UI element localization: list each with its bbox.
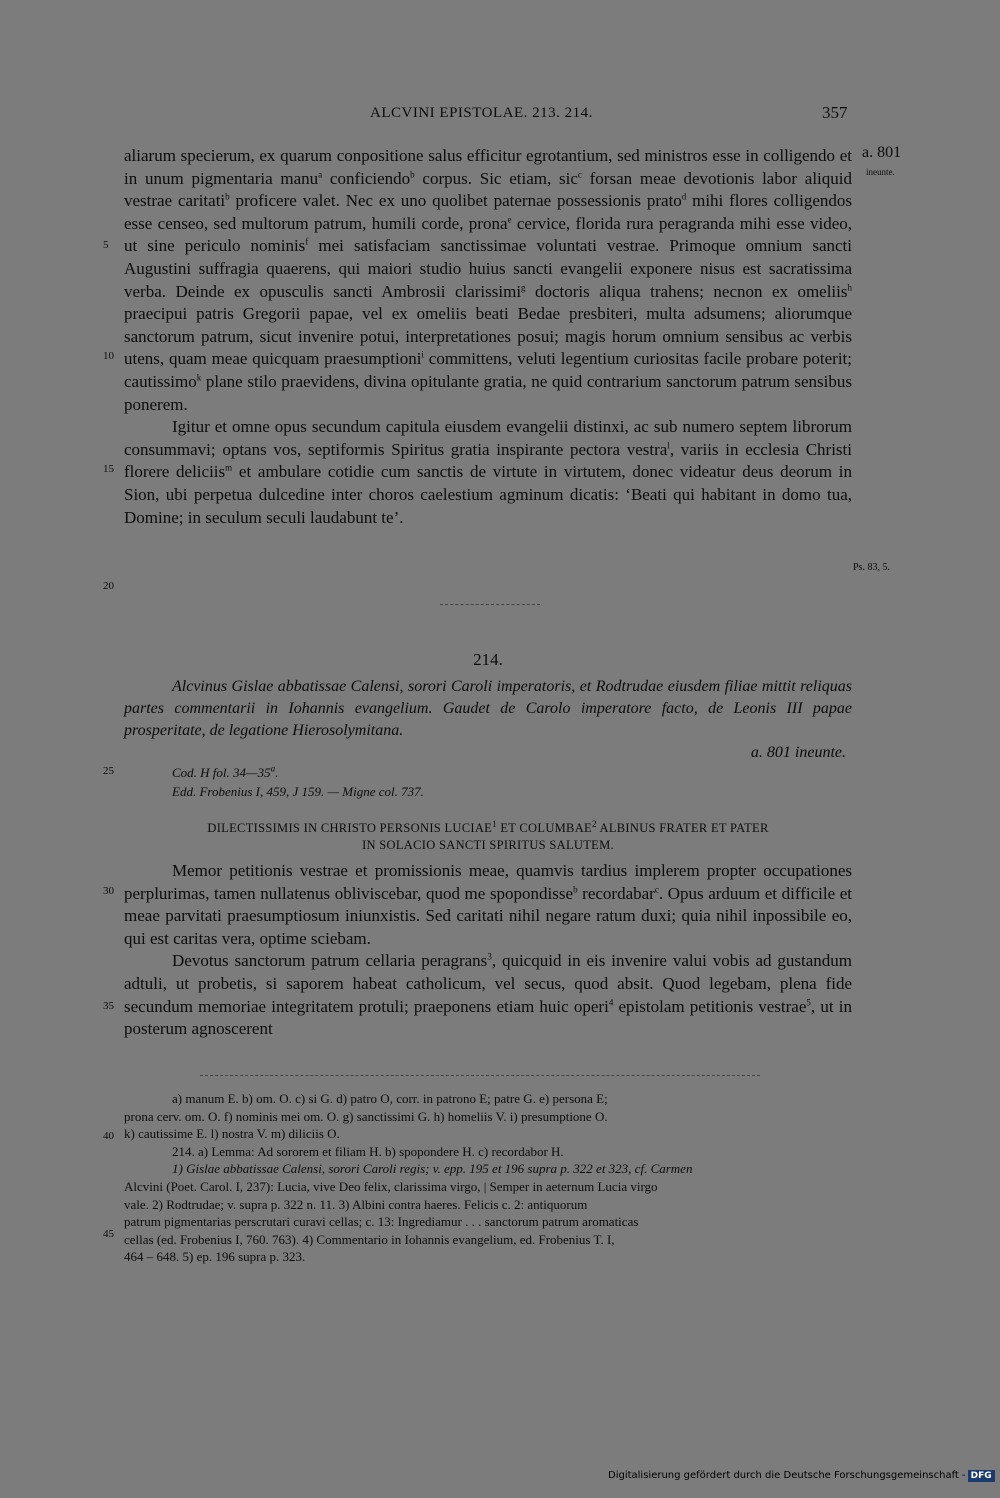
footnote-line: 464 – 648. 5) ep. 196 supra p. 323. xyxy=(124,1249,306,1265)
page-number: 357 xyxy=(822,103,848,122)
editions-reference: Edd. Frobenius I, 459, J 159. — Migne col. 737. xyxy=(172,784,424,799)
line-number: 25 xyxy=(103,765,114,777)
letter-date: a. 801 ineunte. xyxy=(750,744,846,761)
footnote-line: 214. a) Lemma: Ad sororem et filiam H. b) spopondere H. c) recordabor H. xyxy=(172,1143,564,1159)
footnote-line: prona cerv. om. O. f) nominis mei om. O. g) sanctissimi G. h) homeliis V. i) presumptione O. xyxy=(124,1108,608,1124)
salutation-line-2: IN SOLACIO SANCTI SPIRITUS SALUTEM. xyxy=(362,838,614,852)
letter-213-paragraph-1: aliarum specierum, ex quarum conpositione salus efficitur egrotantium, sed ministros esse in colligendo et in unum pigmentaria manu$^a$ conficiendo$^b$ corpus. Sic etiam, sic$^c$ forsan meae devotionis labor aliquid vestrae caritati$^b$ proficere valet. Nec ex uno quolibet paternae possessionis prato$^d$ mihi flores colligendos esse censeo, sed multorum patrum, humili corde, prona$^e$ cervice, florida rura peragranda mihi esse video, ut sine periculo nominis$^f$ mei satisfaciam sanctissimae voluntati vestrae. Primoque omnium sancti Augustini suffragia quaerens, qui maiori studio huius sancti evangelii exponere nisus est sacratissima verba. Deinde ex opusculis sancti Ambrosii clarissimi$^g$ doctoris aliqua trahens; necnon ex omeliis$^h$ praecipui patris Gregorii papae, vel ex omeliis beati Bedae presbiteri, multa adsumens; aliorumque sanctorum patrum, sicut invenire potui, interpretationes posui; magis horum omnium sensibus ac verbis utens, quam meae quicquam praesumptioni$^i$ committens, veluti legentium curiositas facile probare poterit; cautissimo$^k$ plane stilo praevidens, divina opitulante gratia, ne quid contrarium sanctorum patrum sensibus ponerem. xyxy=(124,146,853,414)
footnote-line: cellas (ed. Frobenius I, 760. 763). 4) Commentario in Iohannis evangelium, ed. Frobenius T. I, xyxy=(124,1231,615,1247)
letter-214-paragraph-2: Devotus sanctorum patrum cellaria peragrans$^3$, quicquid in eis invenire valui vobis ad gustandum adtuli, ut probetis, si saporem habeat catholicum, vel secus, quod absit. Quod legebam, plena fide secundum memoriae integritatem protuli; praeponens etiam huic operi$^4$ epistolam petitionis vestrae$^5$, ut in posterum agnoscerent xyxy=(124,951,853,1039)
salutation xyxy=(124,820,852,854)
running-title: ALCVINI EPISTOLAE. 213. 214. xyxy=(370,105,593,121)
line-number: 5 xyxy=(103,239,109,251)
footnote-separator xyxy=(200,1075,760,1076)
footer-text: Digitalisierung gefördert durch die Deutsche Forschungsgemeinschaft - xyxy=(608,1470,966,1481)
footnote-line: 1) Gislae abbatissae Calensi, sorori Caroli regis; v. epp. 195 et 196 supra p. 322 et 323, cf. Carmen xyxy=(172,1161,693,1177)
line-number: 30 xyxy=(103,885,114,897)
letter-213-text xyxy=(124,145,852,529)
margin-date: a. 801 xyxy=(862,144,902,161)
codex-reference: Cod. H fol. 34—35$^a$. xyxy=(172,763,279,780)
line-number: 10 xyxy=(103,350,114,362)
line-number: 35 xyxy=(103,1000,114,1012)
line-number: 15 xyxy=(103,463,114,475)
letter-number: 214. xyxy=(473,650,503,669)
footnotes xyxy=(124,1090,854,1266)
letter-213-paragraph-2: Igitur et omne opus secundum capitula eiusdem evangelii distinxi, ac sub numero septem librorum consummavi; optans vos, septiformis Spiritus gratia inspirante pectora vestra$^l$, variis in ecclesia Christi florere deliciis$^m$ et ambulare cotidie cum sanctis de virtute in virtutem, donec videatur deus deorum in Sion, ubi perpetua dulcedine inter choros caelestium agminum dicatis: ‘Beati qui habitant in domo tua, Domine; in seculum seculi laudabunt te’. xyxy=(124,417,853,527)
footnote-line: a) manum E. b) om. O. c) si G. d) patro O, corr. in patrono E; patre G. e) persona E; xyxy=(172,1091,608,1106)
salutation-line-1: DILECTISSIMIS IN CHRISTO PERSONIS LUCIAE$^1$ ET COLUMBAE$^2$ ALBINUS FRATER ET PATER xyxy=(207,818,769,835)
footnote-line: Alcvini (Poet. Carol. I, 237): Lucia, vive Deo felix, clarissima virgo, | Semper in aeternum Lucia virgo xyxy=(124,1178,658,1194)
footnote-line: patrum pigmentarias perscrutari curavi cellas; c. 13: Ingrediamur . . . sanctorum patrum aromaticas xyxy=(124,1214,639,1230)
letter-214-paragraph-1: Memor petitionis vestrae et promissionis meae, quamvis tardius implerem propter occupationes perplurimas, tamen nullatenus obliviscebar, quod me spopondisse$^b$ recordabar$^c$. Opus arduum et difficile et meae parvitati praesumptiosum iniunxistis. Sed caritati nihil negare ratum duxi; quia nihil inpossibile eo, qui est caritas vera, optime sciebam. xyxy=(124,861,852,948)
footnote-line: k) cautissime E. l) nostra V. m) diliciis O. xyxy=(124,1126,340,1142)
psalm-reference: Ps. 83, 5. xyxy=(853,562,890,573)
line-number: 20 xyxy=(103,580,114,592)
letter-214-text xyxy=(124,860,852,1041)
dfg-logo: DFG xyxy=(968,1470,995,1482)
digitization-footer xyxy=(608,1470,995,1482)
letter-summary: Alcvinus Gislae abbatissae Calensi, sorori Caroli imperatoris, et Rodtrudae eiusdem filiae mittit reliquas partes commentarii in Iohannis evangelium. Gaudet de Carolo imperatore facto, de Leonis III papae prosperitate, de legatione Hierosolymitana. xyxy=(124,678,852,739)
running-header xyxy=(0,105,1000,129)
footnote-line: vale. 2) Rodtrudae; v. supra p. 322 n. 11. 3) Albini contra haeres. Felicis c. 2: antiquorum xyxy=(124,1196,588,1212)
separator xyxy=(440,604,540,605)
line-number: 40 xyxy=(103,1130,114,1142)
line-number: 45 xyxy=(103,1228,114,1240)
margin-date-sub: ineunte. xyxy=(866,167,895,177)
